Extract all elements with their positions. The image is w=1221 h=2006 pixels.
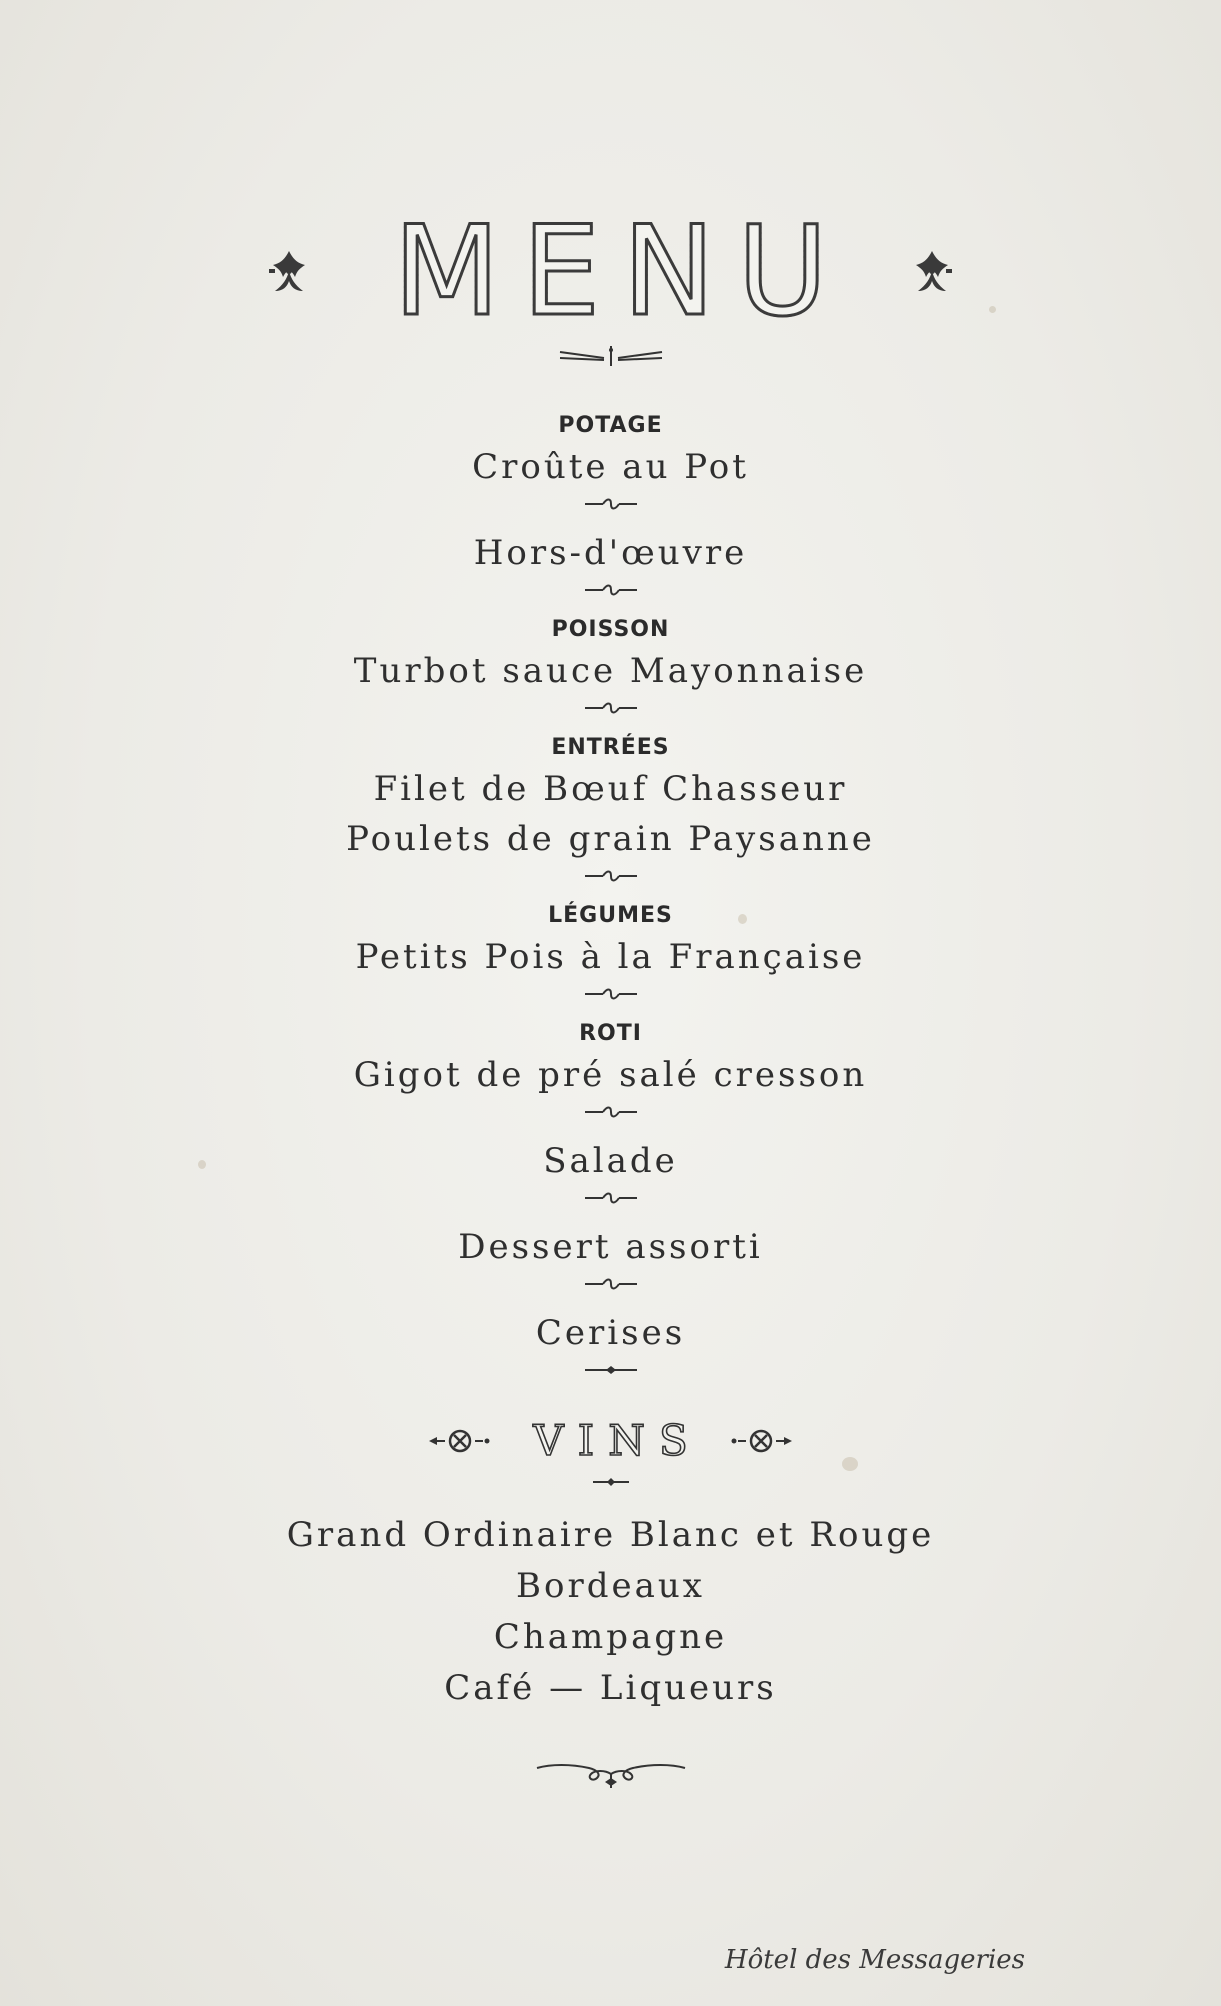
course <box>0 1222 1221 1290</box>
dish: Croûte au Pot <box>472 447 749 487</box>
fleuron-icon <box>910 247 954 297</box>
dash-ornament-icon <box>583 870 639 882</box>
dish: Filet de Bœuf Chasseur <box>373 769 848 809</box>
dash-ornament-icon <box>583 1364 639 1376</box>
course <box>0 614 1221 714</box>
wines-heading <box>0 1416 1221 1465</box>
dash-ornament-icon <box>583 584 639 596</box>
title-rule-ornament-icon <box>556 344 666 368</box>
wines-title: VINS <box>533 1416 702 1465</box>
dish: Turbot sauce Mayonnaise <box>353 651 868 691</box>
course <box>0 528 1221 596</box>
wine-list <box>0 1510 1221 1714</box>
course-label: POISSON <box>551 617 670 642</box>
dash-ornament-icon <box>583 1278 639 1290</box>
wine-item: Grand Ordinaire Blanc et Rouge <box>286 1515 935 1555</box>
dish: Hors-d'œuvre <box>473 533 748 573</box>
dash-ornament-icon <box>583 498 639 510</box>
course <box>0 1018 1221 1118</box>
dash-ornament-icon <box>583 702 639 714</box>
dish: Salade <box>543 1141 678 1181</box>
dish: Poulets de grain Paysanne <box>346 819 875 859</box>
wine-item: Café — Liqueurs <box>444 1668 777 1708</box>
course <box>0 1136 1221 1204</box>
course-label: LÉGUMES <box>548 903 673 928</box>
dash-ornament-icon <box>583 1192 639 1204</box>
quatrefoil-icon <box>427 1429 493 1453</box>
menu-title: MENU <box>371 210 850 334</box>
course <box>0 732 1221 882</box>
menu-content <box>0 330 1221 1794</box>
course <box>0 410 1221 510</box>
dish: Cerises <box>535 1313 686 1353</box>
dish: Dessert assorti <box>458 1227 763 1267</box>
course-label: POTAGE <box>558 413 663 438</box>
course-list <box>0 410 1221 1376</box>
dish: Gigot de pré salé cresson <box>353 1055 868 1095</box>
dish: Petits Pois à la Française <box>355 937 866 977</box>
fleuron-icon <box>267 247 311 297</box>
dash-ornament-icon <box>591 1476 631 1488</box>
dash-ornament-icon <box>583 1106 639 1118</box>
dash-ornament-icon <box>583 988 639 1000</box>
wine-item: Bordeaux <box>516 1566 705 1606</box>
course-label: ENTRÉES <box>551 735 670 760</box>
quatrefoil-icon <box>728 1429 794 1453</box>
title-row <box>0 200 1221 344</box>
footer-hotel-name: Hôtel des Messageries <box>724 1945 1025 1975</box>
course <box>0 900 1221 1000</box>
scroll-flourish-icon <box>531 1754 691 1794</box>
course-label: ROTI <box>579 1021 642 1046</box>
course <box>0 1308 1221 1376</box>
wine-item: Champagne <box>493 1617 728 1657</box>
